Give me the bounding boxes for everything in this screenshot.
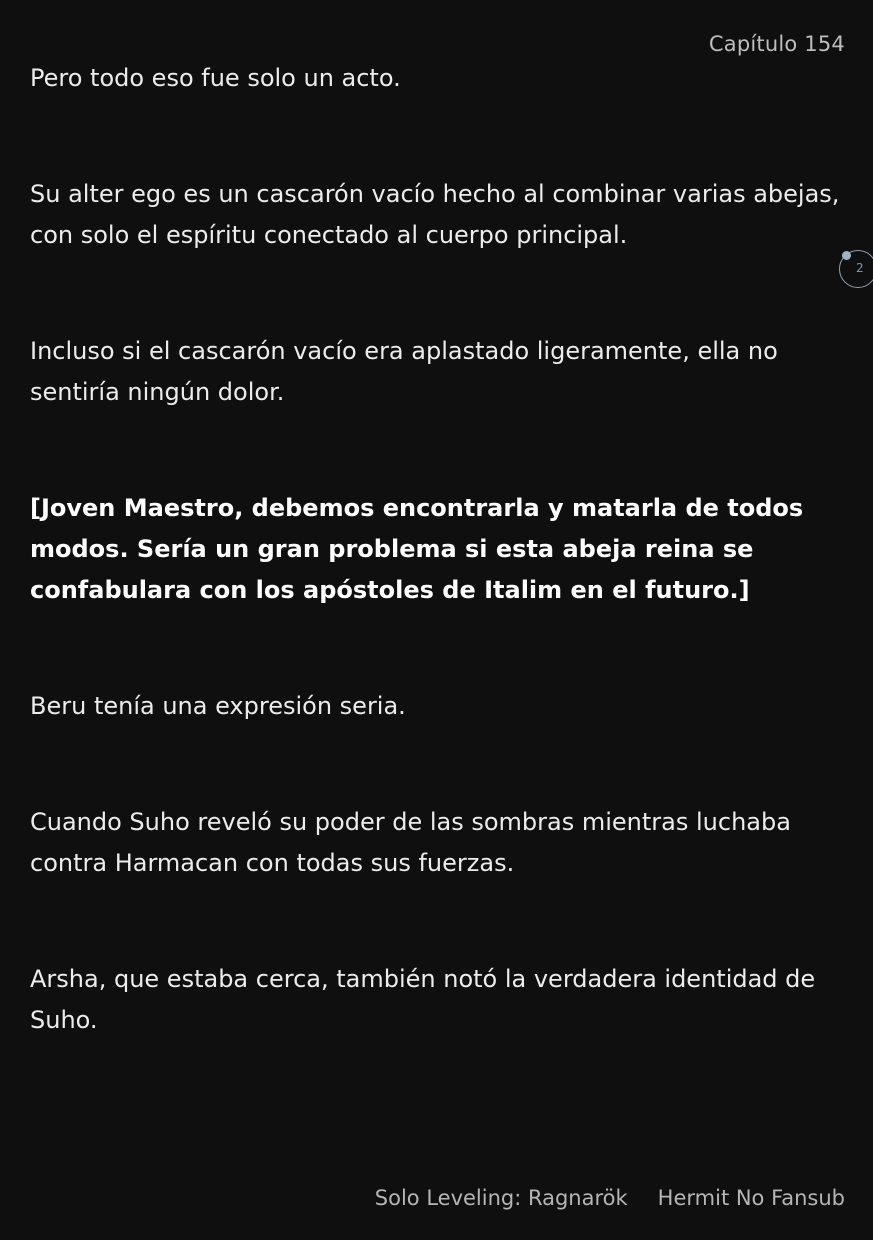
footer bbox=[375, 1186, 845, 1210]
reading-content bbox=[30, 58, 845, 1041]
footer-series: Solo Leveling: Ragnarök bbox=[374, 1186, 628, 1210]
page-marker-number: 2 bbox=[856, 261, 864, 275]
page-marker[interactable] bbox=[839, 250, 873, 288]
paragraph: Cuando Suho reveló su poder de las sombras mientras luchaba contra Harmacan con todas sus fuerzas. bbox=[30, 808, 791, 877]
footer-group: Hermit No Fansub bbox=[657, 1186, 845, 1210]
paragraph: Su alter ego es un cascarón vacío hecho al combinar varias abejas, con solo el espíritu conectado al cuerpo principal. bbox=[30, 180, 840, 249]
paragraph: Arsha, que estaba cerca, también notó la verdadera identidad de Suho. bbox=[30, 965, 816, 1034]
paragraph-bold-dialogue: [Joven Maestro, debemos encontrarla y matarla de todos modos. Sería un gran problema si esta abeja reina se confabulara con los apóstoles de Italim en el futuro.] bbox=[30, 494, 804, 604]
page-marker-dot-icon bbox=[842, 251, 851, 260]
paragraph: Pero todo eso fue solo un acto. bbox=[30, 64, 401, 92]
paragraph: Beru tenía una expresión seria. bbox=[30, 692, 406, 720]
paragraph: Incluso si el cascarón vacío era aplastado ligeramente, ella no sentiría ningún dolor. bbox=[30, 337, 778, 406]
chapter-label: Capítulo 154 bbox=[708, 32, 845, 56]
